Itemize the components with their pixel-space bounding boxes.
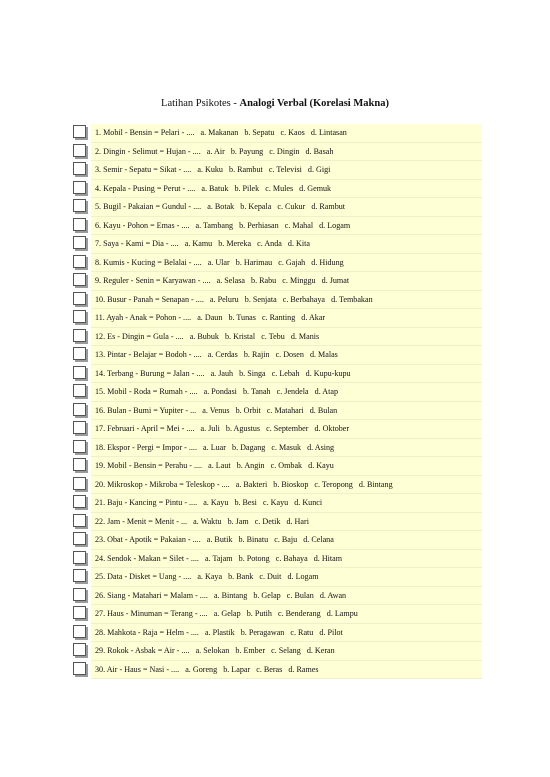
question-cell: [91, 494, 482, 513]
question-row: [72, 494, 482, 513]
question-cell: [91, 235, 482, 254]
answer-checkbox[interactable]: [73, 347, 86, 360]
answer-checkbox[interactable]: [73, 218, 86, 231]
question-cell: [91, 457, 482, 476]
question-text: 16. Bulan - Bumi = Yupiter - ... a. Venus b. Orbit c. Matahari d. Bulan: [95, 405, 338, 415]
answer-checkbox[interactable]: [73, 458, 86, 471]
question-row: [72, 550, 482, 569]
answer-checkbox[interactable]: [73, 514, 86, 527]
question-cell: [91, 365, 482, 384]
question-text: 28. Mahkota - Raja = Helm - .... a. Plastik b. Peragawan c. Ratu d. Pilot: [95, 627, 343, 637]
checkbox-cell: [72, 309, 89, 328]
question-cell: [91, 346, 482, 365]
checkbox-cell: [72, 587, 89, 606]
question-cell: [91, 605, 482, 624]
checkbox-cell: [72, 124, 89, 143]
answer-checkbox[interactable]: [73, 181, 86, 194]
question-text: 21. Baju - Kancing = Pintu - .... a. Kayu b. Besi c. Kayu d. Kunci: [95, 498, 323, 507]
question-text: 2. Dingin - Selimut = Hujan - .... a. Air b. Payung c. Dingin d. Basah: [95, 146, 334, 156]
question-text: 1. Mobil - Bensin = Pelari - .... a. Makanan b. Sepatu c. Kaos d. Lintasan: [95, 128, 347, 137]
question-text: 29. Rokok - Asbak = Air - .... a. Selokan b. Ember c. Selang d. Keran: [95, 646, 335, 655]
answer-checkbox[interactable]: [73, 440, 86, 453]
question-text: 30. Air - Haus = Nasi - .... a. Goreng b. Lapar c. Beras d. Rames: [95, 664, 319, 674]
checkbox-cell: [72, 291, 89, 310]
question-cell: [91, 217, 482, 236]
question-cell: [91, 568, 482, 587]
question-text: 6. Kayu - Pohon = Emas - .... a. Tambang b. Perhiasan c. Mahal d. Logam: [95, 220, 351, 230]
question-row: [72, 272, 482, 291]
question-row: [72, 346, 482, 365]
question-cell: [91, 476, 482, 495]
answer-checkbox[interactable]: [73, 495, 86, 508]
checkbox-cell: [72, 328, 89, 347]
question-text: 26. Siang - Matahari = Malam - .... a. Bintang b. Gelap c. Bulan d. Awan: [95, 590, 347, 600]
answer-checkbox[interactable]: [73, 273, 86, 286]
question-row: [72, 661, 482, 680]
question-row: [72, 124, 482, 143]
question-row: [72, 235, 482, 254]
question-row: [72, 476, 482, 495]
question-cell: [91, 642, 482, 661]
question-row: [72, 402, 482, 421]
title-bold: Analogi Verbal (Korelasi Makna): [239, 98, 389, 109]
question-text: 4. Kepala - Pusing = Perut - .... a. Batuk b. Pilek c. Mules d. Gemuk: [95, 183, 332, 193]
question-row: [72, 605, 482, 624]
checkbox-cell: [72, 642, 89, 661]
title-prefix: Latihan Psikotes -: [161, 98, 240, 109]
checkbox-cell: [72, 402, 89, 421]
checkbox-cell: [72, 161, 89, 180]
question-row: [72, 383, 482, 402]
checkbox-cell: [72, 217, 89, 236]
answer-checkbox[interactable]: [73, 366, 86, 379]
question-row: [72, 180, 482, 199]
question-cell: [91, 402, 482, 421]
question-text: 23. Obat - Apotik = Pakaian - .... a. Butik b. Binatu c. Baju d. Celana: [95, 535, 334, 544]
answer-checkbox[interactable]: [73, 421, 86, 434]
question-text: 10. Busur - Panah = Senapan - .... a. Peluru b. Senjata c. Berbahaya d. Tembakan: [95, 294, 373, 304]
question-row: [72, 291, 482, 310]
question-text: 15. Mobil - Roda = Rumah - .... a. Pondasi b. Tanah c. Jendela d. Atap: [95, 387, 339, 396]
question-text: 14. Terbang - Burung = Jalan - .... a. Jauh b. Singa c. Lebah d. Kupu-kupu: [95, 368, 351, 378]
question-text: 20. Mikroskop - Mikroba = Teleskop - .... a. Bakteri b. Bioskop c. Teropong d. Bintang: [95, 479, 393, 489]
question-row: [72, 420, 482, 439]
answer-checkbox[interactable]: [73, 588, 86, 601]
question-text: 22. Jam - Menit = Menit - ... a. Waktu b. Jam c. Detik d. Hari: [95, 516, 309, 526]
question-text: 27. Haus - Minuman = Terang - .... a. Gelap b. Putih c. Benderang d. Lampu: [95, 609, 358, 618]
checkbox-cell: [72, 235, 89, 254]
checkbox-cell: [72, 661, 89, 680]
answer-checkbox[interactable]: [73, 125, 86, 138]
question-cell: [91, 180, 482, 199]
question-cell: [91, 198, 482, 217]
answer-checkbox[interactable]: [73, 532, 86, 545]
question-cell: [91, 587, 482, 606]
question-text: 24. Sendok - Makan = Silet - .... a. Tajam b. Potong c. Bahaya d. Hitam: [95, 553, 343, 563]
question-cell: [91, 254, 482, 273]
checkbox-cell: [72, 494, 89, 513]
checkbox-cell: [72, 346, 89, 365]
question-text: 8. Kumis - Kucing = Belalai - .... a. Ular b. Harimau c. Gajah d. Hidung: [95, 257, 344, 267]
checkbox-cell: [72, 420, 89, 439]
answer-checkbox[interactable]: [73, 162, 86, 175]
answer-checkbox[interactable]: [73, 255, 86, 268]
answer-checkbox[interactable]: [73, 329, 86, 342]
checkbox-cell: [72, 143, 89, 162]
question-row: [72, 254, 482, 273]
question-cell: [91, 624, 482, 643]
answer-checkbox[interactable]: [73, 625, 86, 638]
checkbox-cell: [72, 476, 89, 495]
question-row: [72, 642, 482, 661]
question-row: [72, 198, 482, 217]
question-text: 18. Ekspor - Pergi = Impor - .... a. Luar b. Dagang c. Masuk d. Asing: [95, 442, 335, 452]
question-row: [72, 624, 482, 643]
answer-checkbox[interactable]: [73, 310, 86, 323]
question-cell: [91, 383, 482, 402]
answer-checkbox[interactable]: [73, 606, 86, 619]
question-cell: [91, 161, 482, 180]
question-cell: [91, 272, 482, 291]
question-text: 11. Ayah - Anak = Pohon - .... a. Daun b. Tunas c. Ranting d. Akar: [95, 313, 326, 322]
question-text: 25. Data - Disket = Uang - .... a. Kaya b. Bank c. Duit d. Logam: [95, 572, 319, 581]
checkbox-cell: [72, 439, 89, 458]
question-row: [72, 309, 482, 328]
question-row: [72, 161, 482, 180]
checkbox-cell: [72, 605, 89, 624]
answer-checkbox[interactable]: [73, 144, 86, 157]
question-row: [72, 568, 482, 587]
checkbox-cell: [72, 568, 89, 587]
answer-checkbox[interactable]: [73, 662, 86, 675]
answer-checkbox[interactable]: [73, 292, 86, 305]
question-cell: [91, 291, 482, 310]
question-cell: [91, 550, 482, 569]
checkbox-cell: [72, 624, 89, 643]
question-sheet: [72, 124, 482, 681]
question-row: [72, 328, 482, 347]
checkbox-cell: [72, 531, 89, 550]
question-row: [72, 531, 482, 550]
question-cell: [91, 143, 482, 162]
question-text: 12. Es - Dingin = Gula - .... a. Bubuk b. Kristal c. Tebu d. Manis: [95, 331, 320, 341]
question-cell: [91, 439, 482, 458]
question-cell: [91, 328, 482, 347]
answer-checkbox[interactable]: [73, 403, 86, 416]
question-text: 19. Mobil - Bensin = Perahu - .... a. Laut b. Angin c. Ombak d. Kayu: [95, 461, 334, 470]
question-row: [72, 143, 482, 162]
question-cell: [91, 531, 482, 550]
checkbox-cell: [72, 383, 89, 402]
answer-checkbox[interactable]: [73, 643, 86, 656]
question-text: 5. Bugil - Pakaian = Gundul - .... a. Botak b. Kepala c. Cukur d. Rambut: [95, 202, 346, 211]
checkbox-cell: [72, 550, 89, 569]
question-text: 3. Semir - Sepatu = Sikat - .... a. Kuku b. Rambut c. Televisi d. Gigi: [95, 165, 331, 174]
checkbox-cell: [72, 365, 89, 384]
question-cell: [91, 513, 482, 532]
question-row: [72, 365, 482, 384]
question-text: 13. Pintar - Belajar = Bodoh - .... a. Cerdas b. Rajin c. Dosen d. Malas: [95, 350, 338, 359]
question-row: [72, 457, 482, 476]
answer-checkbox[interactable]: [73, 477, 86, 490]
question-text: 9. Reguler - Senin = Karyawan - .... a. Selasa b. Rabu c. Minggu d. Jumat: [95, 276, 350, 285]
question-cell: [91, 124, 482, 143]
checkbox-cell: [72, 272, 89, 291]
question-cell: [91, 309, 482, 328]
answer-checkbox[interactable]: [73, 199, 86, 212]
answer-checkbox[interactable]: [73, 384, 86, 397]
answer-checkbox[interactable]: [73, 551, 86, 564]
question-cell: [91, 420, 482, 439]
checkbox-cell: [72, 457, 89, 476]
question-row: [72, 217, 482, 236]
answer-checkbox[interactable]: [73, 569, 86, 582]
question-cell: [91, 661, 482, 680]
question-text: 17. Februari - April = Mei - .... a. Juli b. Agustus c. September d. Oktober: [95, 424, 350, 433]
checkbox-cell: [72, 513, 89, 532]
question-text: 7. Saya - Kami = Dia - .... a. Kamu b. Mereka c. Anda d. Kita: [95, 239, 310, 248]
question-row: [72, 587, 482, 606]
checkbox-cell: [72, 180, 89, 199]
checkbox-cell: [72, 254, 89, 273]
answer-checkbox[interactable]: [73, 236, 86, 249]
checkbox-cell: [72, 198, 89, 217]
question-row: [72, 513, 482, 532]
question-row: [72, 439, 482, 458]
page-title: [0, 98, 550, 109]
